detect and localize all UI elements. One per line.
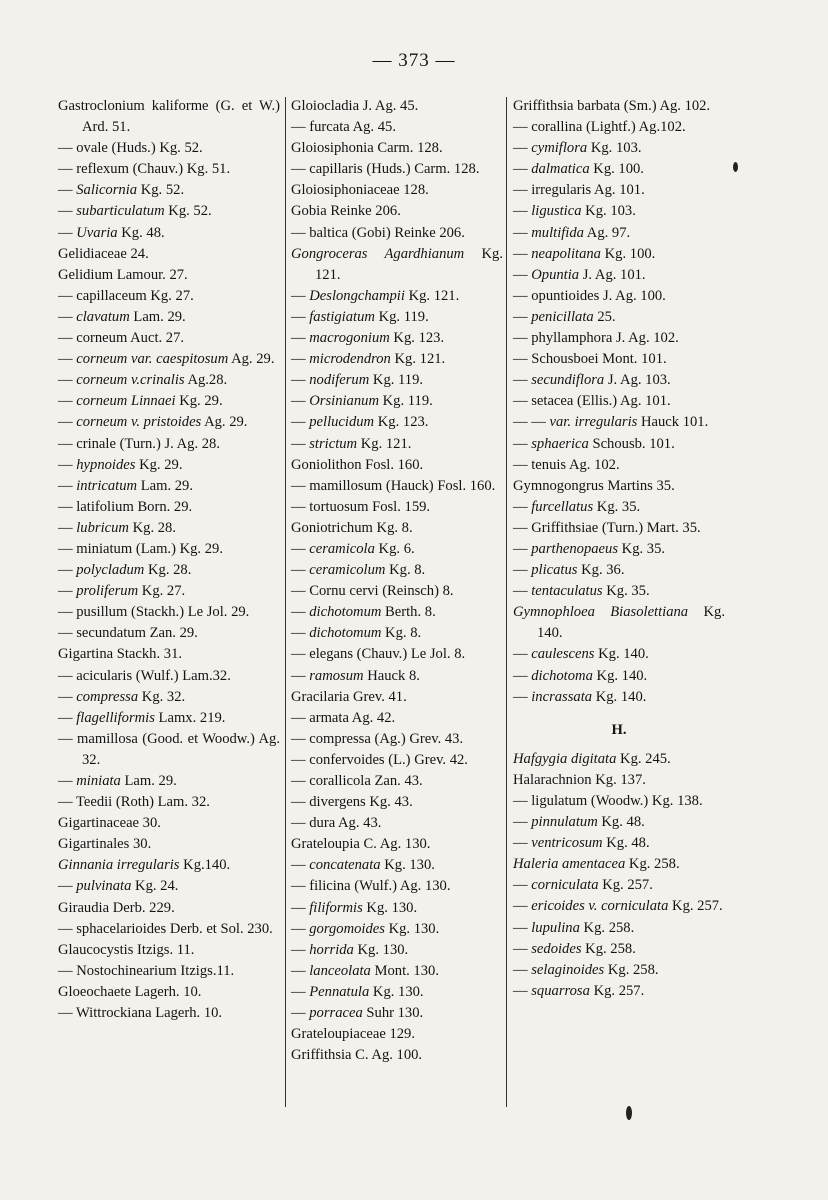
index-entry: — Orsinianum Kg. 119.	[291, 393, 433, 410]
index-entry: — microdendron Kg. 121.	[291, 351, 446, 368]
index-entry: — Salicornia Kg. 52.	[58, 182, 185, 199]
index-entry: — penicillata 25.	[513, 308, 616, 325]
index-entry: Gelidiaceae 24.	[58, 245, 149, 262]
index-column-1	[58, 96, 280, 1024]
page-number: — 373 —	[372, 50, 456, 71]
index-entry: — corallicola Zan. 43.	[291, 773, 423, 789]
index-entry: — proliferum Kg. 27.	[58, 583, 186, 600]
index-entry: — Schousboei Mont. 101.	[513, 351, 667, 368]
index-entry: Halarachnion Kg. 137.	[513, 771, 646, 788]
index-entry: Hafgygia digitata Kg. 245.	[513, 750, 671, 767]
index-entry: — ramosum Hauck 8.	[291, 667, 420, 684]
index-entry: — Uvaria Kg. 48.	[58, 224, 165, 241]
index-entry: — lupulina Kg. 258.	[513, 919, 635, 936]
index-entry: — corneum var. caespitosum Ag. 29.	[58, 351, 275, 368]
column-divider	[506, 97, 507, 1107]
column-divider	[285, 97, 286, 1107]
index-column-2	[291, 96, 503, 1066]
index-entry: — tenuis Ag. 102.	[513, 456, 620, 473]
index-entry: — latifolium Born. 29.	[58, 498, 193, 515]
index-entry: Ginnania irregularis Kg.140.	[58, 857, 231, 874]
index-entry: — nodiferum Kg. 119.	[291, 372, 424, 389]
index-entry: Gymnogongrus Martins 35.	[513, 477, 675, 494]
index-entry: Goniotrichum Kg. 8.	[291, 519, 413, 536]
index-entry: Gloiocladia J. Ag. 45.	[291, 98, 419, 114]
index-entry: — ligulatum (Woodw.) Kg. 138.	[513, 793, 703, 809]
print-speck	[626, 1106, 632, 1120]
index-entry: — sphaerica Schousb. 101.	[513, 435, 675, 452]
index-entry: — dalmatica Kg. 100.	[513, 161, 644, 178]
index-entry: — Cornu cervi (Reinsch) 8.	[291, 583, 454, 600]
index-entry: Gloiosiphonia Carm. 128.	[291, 140, 443, 157]
index-entry: — caulescens Kg. 140.	[513, 646, 649, 663]
index-entry: — mamillosum (Hauck) Fosl. 160.	[291, 477, 496, 494]
index-entry: — dichotoma Kg. 140.	[513, 667, 648, 684]
index-entry: — Pennatula Kg. 130.	[291, 983, 424, 1000]
index-entry: — corneum Linnaei Kg. 29.	[58, 393, 223, 410]
index-entry: — squarrosa Kg. 257.	[513, 982, 645, 999]
index-entry: Gymnophloea Biasolettiana Kg. 140.	[513, 604, 725, 642]
index-entry: — hypnoides Kg. 29.	[58, 456, 183, 473]
index-entry: — ovale (Huds.) Kg. 52.	[58, 140, 203, 157]
index-entry: — Griffithsiae (Turn.) Mart. 35.	[513, 519, 701, 536]
index-entry: — phyllamphora J. Ag. 102.	[513, 330, 679, 347]
index-entry: — ceramicolum Kg. 8.	[291, 562, 426, 579]
index-entry: — setacea (Ellis.) Ag. 101.	[513, 393, 671, 410]
index-entry: — porracea Suhr 130.	[291, 1005, 424, 1022]
index-entry: Gloiosiphoniaceae 128.	[291, 182, 429, 199]
index-entry: — ericoides v. corniculata Kg. 257.	[513, 898, 723, 915]
index-entry: — ventricosum Kg. 48.	[513, 835, 650, 852]
index-entry: — sphacelarioides Derb. et Sol. 230.	[58, 920, 273, 937]
index-entry: — armata Ag. 42.	[291, 709, 396, 726]
index-entry: — gorgomoides Kg. 130.	[291, 920, 440, 937]
index-entry: — subarticulatum Kg. 52.	[58, 203, 212, 220]
index-entry: Grateloupiaceae 129.	[291, 1026, 415, 1043]
index-entry: — confervoides (L.) Grev. 42.	[291, 751, 468, 768]
index-entry: — baltica (Gobi) Reinke 206.	[291, 224, 465, 241]
section-heading: H.	[611, 721, 627, 738]
index-entry: — ligustica Kg. 103.	[513, 203, 636, 220]
index-entry: Gastroclonium kaliforme (G. et W.) Ard. 51.	[58, 98, 280, 136]
index-entry: — filicina (Wulf.) Ag. 130.	[291, 878, 451, 895]
index-entry: — secundiflora J. Ag. 103.	[513, 372, 671, 389]
index-entry: — horrida Kg. 130.	[291, 941, 409, 958]
index-entry: Gloeochaete Lagerh. 10.	[58, 983, 202, 1000]
index-entry: — flagelliformis Lamx. 219.	[58, 709, 226, 726]
index-entry: — opuntioides J. Ag. 100.	[513, 287, 666, 304]
index-entry: — corneum v. pristoides Ag. 29.	[58, 414, 248, 431]
index-entry: — lanceolata Mont. 130.	[291, 962, 439, 979]
index-entry: Haleria amentacea Kg. 258.	[513, 856, 680, 873]
index-entry: Griffithsia C. Ag. 100.	[291, 1047, 423, 1064]
index-entry: — secundatum Zan. 29.	[58, 625, 198, 642]
index-entry: — pulvinata Kg. 24.	[58, 878, 179, 895]
index-entry: Gongroceras Agardhianum Kg. 121.	[291, 245, 503, 283]
index-entry: — Teedii (Roth) Lam. 32.	[58, 794, 210, 811]
index-entry: Giraudia Derb. 229.	[58, 899, 175, 916]
print-speck	[733, 162, 738, 172]
index-entry: — tortuosum Fosl. 159.	[291, 498, 431, 515]
index-entry: Gobia Reinke 206.	[291, 203, 401, 220]
index-entry: — capillaris (Huds.) Carm. 128.	[291, 161, 480, 178]
index-entry: — elegans (Chauv.) Le Jol. 8.	[291, 646, 466, 663]
index-entry: — clavatum Lam. 29.	[58, 308, 186, 325]
index-entry: — polycladum Kg. 28.	[58, 562, 192, 579]
index-entry: Gelidium Lamour. 27.	[58, 266, 188, 283]
index-entry: — strictum Kg. 121.	[291, 435, 412, 452]
index-entry: — sedoides Kg. 258.	[513, 940, 636, 957]
index-column-3	[513, 96, 725, 1002]
index-entry: — cymiflora Kg. 103.	[513, 140, 642, 157]
index-entry: — reflexum (Chauv.) Kg. 51.	[58, 161, 231, 178]
index-entry: — Wittrockiana Lagerh. 10.	[58, 1005, 223, 1022]
index-entry: — Deslongchampii Kg. 121.	[291, 287, 460, 304]
index-entry: — dichotomum Berth. 8.	[291, 604, 436, 621]
index-entry: Goniolithon Fosl. 160.	[291, 456, 424, 473]
index-entry: Griffithsia barbata (Sm.) Ag. 102.	[513, 98, 711, 114]
index-entry: — mamillosa (Good. et Woodw.) Ag. 32.	[58, 730, 280, 768]
index-entry: — furcata Ag. 45.	[291, 119, 396, 136]
index-entry: — multifida Ag. 97.	[513, 224, 631, 241]
index-entry: Gigartinales 30.	[58, 836, 152, 853]
index-entry: — pellucidum Kg. 123.	[291, 414, 429, 431]
index-entry: — lubricum Kg. 28.	[58, 519, 176, 536]
index-entry: — Nostochinearium Itzigs.11.	[58, 962, 235, 979]
index-entry: — furcellatus Kg. 35.	[513, 498, 641, 515]
index-entry: Gigartinaceae 30.	[58, 815, 161, 832]
index-entry: — pusillum (Stackh.) Le Jol. 29.	[58, 604, 250, 621]
index-entry: — — var. irregularis Hauck 101.	[513, 414, 709, 431]
index-entry: — compressa Kg. 32.	[58, 688, 186, 705]
index-entry: — irregularis Ag. 101.	[513, 182, 645, 199]
index-entry: — divergens Kg. 43.	[291, 794, 413, 811]
index-entry: — plicatus Kg. 36.	[513, 562, 625, 579]
index-entry: — ceramicola Kg. 6.	[291, 540, 415, 557]
index-entry: — neapolitana Kg. 100.	[513, 245, 656, 262]
index-entry: — macrogonium Kg. 123.	[291, 330, 445, 347]
index-entry: — parthenopaeus Kg. 35.	[513, 540, 666, 557]
index-entry: — miniatum (Lam.) Kg. 29.	[58, 540, 223, 557]
index-entry: — intricatum Lam. 29.	[58, 477, 193, 494]
index-entry: — corallina (Lightf.) Ag.102.	[513, 119, 686, 136]
index-entry: — corneum v.crinalis Ag.28.	[58, 372, 228, 389]
index-entry: — tentaculatus Kg. 35.	[513, 583, 650, 600]
index-entry: — dura Ag. 43.	[291, 815, 382, 832]
index-entry: Gracilaria Grev. 41.	[291, 688, 407, 705]
index-entry: — pinnulatum Kg. 48.	[513, 814, 645, 831]
index-entry: — dichotomum Kg. 8.	[291, 625, 422, 642]
index-entry: — selaginoides Kg. 258.	[513, 961, 659, 978]
index-entry: — corneum Auct. 27.	[58, 330, 185, 347]
index-entry: Grateloupia C. Ag. 130.	[291, 836, 431, 853]
index-entry: — compressa (Ag.) Grev. 43.	[291, 730, 464, 747]
index-entry: — crinale (Turn.) J. Ag. 28.	[58, 435, 221, 452]
index-entry: — acicularis (Wulf.) Lam.32.	[58, 667, 231, 684]
index-entry: — capillaceum Kg. 27.	[58, 287, 194, 304]
index-entry: — fastigiatum Kg. 119.	[291, 308, 429, 325]
index-entry: — corniculata Kg. 257.	[513, 877, 653, 894]
index-entry: — Opuntia J. Ag. 101.	[513, 266, 646, 283]
index-entry: Gigartina Stackh. 31.	[58, 646, 183, 663]
index-entry: Glaucocystis Itzigs. 11.	[58, 941, 195, 958]
index-entry: — filiformis Kg. 130.	[291, 899, 418, 916]
index-entry: — incrassata Kg. 140.	[513, 688, 647, 705]
index-entry: — concatenata Kg. 130.	[291, 857, 435, 874]
index-entry: — miniata Lam. 29.	[58, 773, 177, 789]
